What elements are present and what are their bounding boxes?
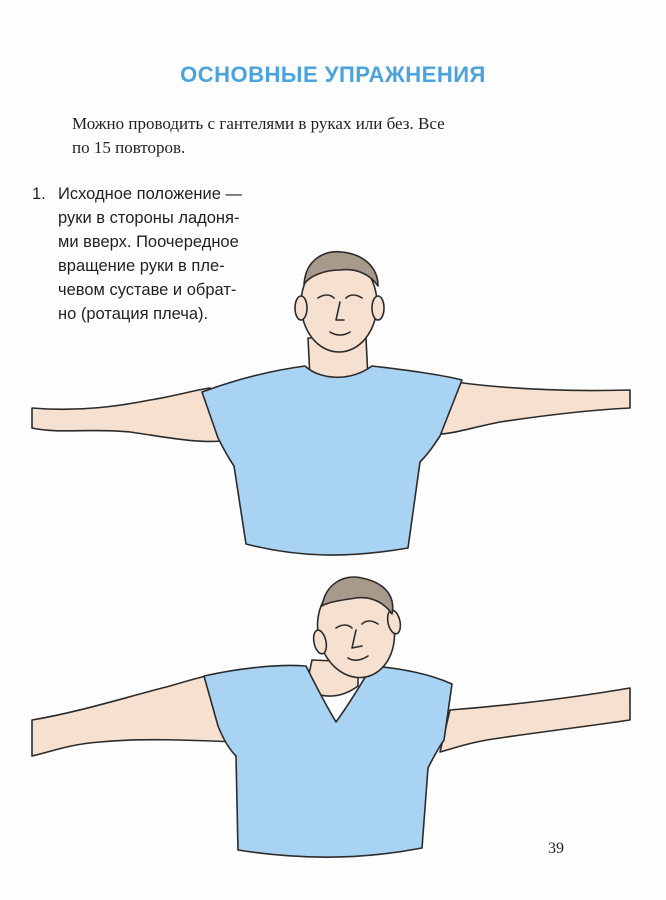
exercise-line-3: ми вверх. Поочередное <box>58 233 239 251</box>
exercise-line-4: вращение руки в пле- <box>58 257 225 275</box>
exercise-line-2: руки в стороны ладоня- <box>58 209 240 227</box>
illustration-arms-out-tilted <box>0 570 666 900</box>
page-title: ОСНОВНЫЕ УПРАЖНЕНИЯ <box>180 62 486 87</box>
right-arm <box>440 382 630 434</box>
exercise-line-1: Исходное положение — <box>58 185 243 203</box>
exercise-line-5: чевом суставе и обрат- <box>58 281 237 299</box>
exercise-number: 1. <box>32 185 46 203</box>
man-arms-out-tilted-figure <box>0 570 666 900</box>
right-arm <box>440 688 630 752</box>
illustration-arms-out-front <box>0 240 666 570</box>
exercise-line-6: но (ротация плеча). <box>58 305 209 323</box>
man-arms-out-figure <box>0 240 666 570</box>
shirt <box>202 366 462 555</box>
intro-line-1: Можно проводить с гантелями в руках или без. Все <box>72 114 445 133</box>
intro-line-2: по 15 повторов. <box>72 138 186 157</box>
left-ear <box>295 296 307 320</box>
left-arm <box>32 388 230 441</box>
right-ear <box>372 296 384 320</box>
page-number: 39 <box>548 840 564 857</box>
intro-paragraph <box>72 112 592 160</box>
left-arm <box>32 674 236 756</box>
